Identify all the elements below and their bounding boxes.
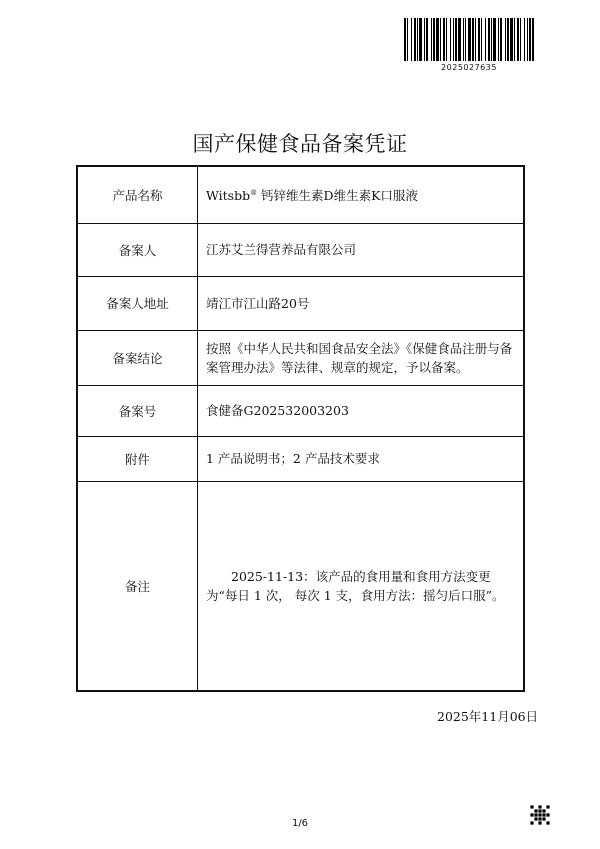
label-filer: 备案人	[77, 223, 198, 276]
row-remarks	[77, 481, 524, 691]
barcode-number: 2025027635	[441, 63, 497, 72]
remarks-text: 2025-11-13：该产品的食用量和食用方法变更为“每日 1 次， 每次 1 支，食用方法：摇匀后口服”。	[206, 568, 505, 603]
barcode	[404, 18, 534, 72]
value-remarks	[198, 481, 525, 691]
label-number: 备案号	[77, 385, 198, 436]
qr-code-icon	[530, 805, 550, 825]
label-conclusion: 备案结论	[77, 330, 198, 385]
row-conclusion	[77, 330, 524, 385]
row-filer	[77, 223, 524, 276]
value-product-name	[198, 166, 525, 223]
value-conclusion: 按照《中华人民共和国食品安全法》《保健食品注册与备案管理办法》等法律、规章的规定，予以备案。	[198, 330, 525, 385]
label-product-name: 产品名称	[77, 166, 198, 223]
document-title: 国产保健食品备案凭证	[192, 132, 408, 156]
product-brand: Witsbb	[206, 188, 251, 204]
value-attachments: 1 产品说明书；2 产品技术要求	[198, 436, 525, 481]
product-name-text: 钙锌维生素D维生素K口服液	[257, 188, 418, 204]
barcode-bars	[404, 18, 534, 61]
value-address: 靖江市江山路20号	[198, 276, 525, 330]
issue-date: 2025年11月06日	[437, 709, 539, 724]
page-number: 1/6	[291, 818, 309, 829]
row-number	[77, 385, 524, 436]
registered-mark: ®	[250, 189, 258, 198]
label-address: 备案人地址	[77, 276, 198, 330]
row-product-name	[77, 166, 524, 223]
value-filer: 江苏艾兰得营养品有限公司	[198, 223, 525, 276]
row-address	[77, 276, 524, 330]
value-number: 食健备G202532003203	[198, 385, 525, 436]
label-attachments: 附件	[77, 436, 198, 481]
row-attachments	[77, 436, 524, 481]
certificate-table	[76, 165, 525, 692]
label-remarks: 备注	[77, 481, 198, 691]
